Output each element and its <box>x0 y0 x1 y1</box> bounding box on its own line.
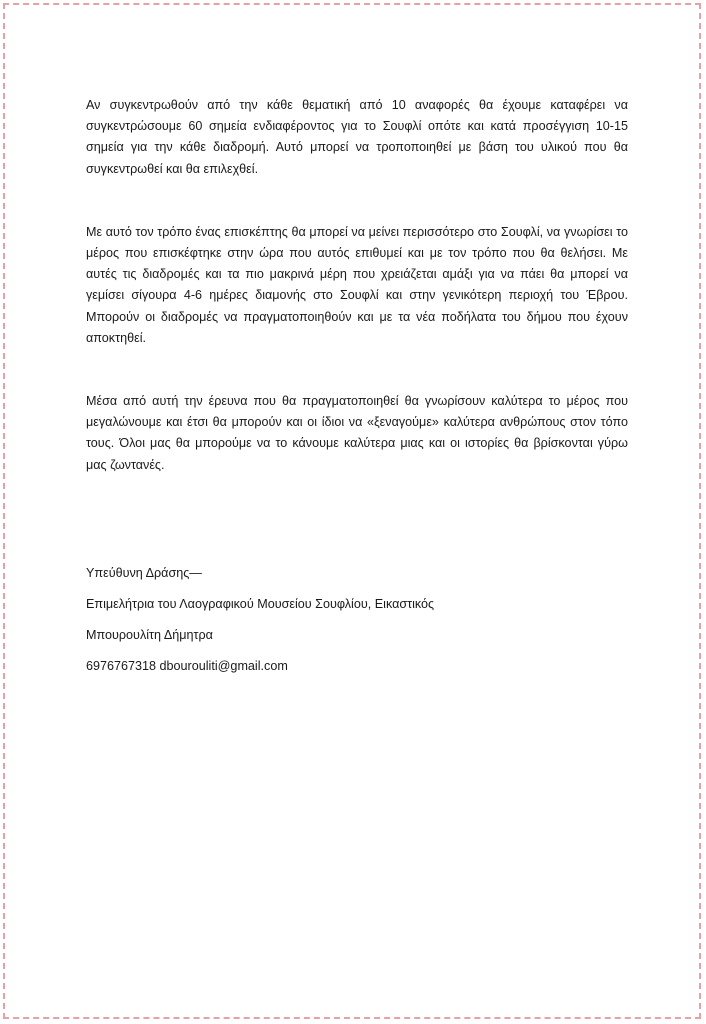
signature-contact: 6976767318 dbourouliti@gmail.com <box>86 659 288 673</box>
document-body <box>86 95 628 476</box>
signature-position: Επιμελήτρια του Λαογραφικού Μουσείου Σουφλίου, Εικαστικός <box>86 597 435 611</box>
paragraph-points-of-interest: Αν συγκεντρωθούν από την κάθε θεματική από 10 αναφορές θα έχουμε καταφέρει να συγκεντρώσουμε 60 σημεία ενδιαφέροντος για το Σουφλί οπότε και κατά προσέγγιση 10-15 σημεία για την κάθε διαδρομή. Αυτό μπορεί να τροποποιηθεί με βάση του υλικού που θα συγκεντρωθεί και θα επιλεχθεί. <box>86 98 628 176</box>
paragraph-research: Μέσα από αυτή την έρευνα που θα πραγματοποιηθεί θα γνωρίσουν καλύτερα το μέρος που μεγαλώνουμε και έτσι θα μπορούν και οι ίδιοι να «ξεναγούμε» καλύτερα ανθρώπους στον τόπο τους. Όλοι μας θα μπορούμε να το κάνουμε καλύτερα μιας και οι ιστορίες θα βρίσκονται γύρω μας ζωντανές. <box>86 394 628 472</box>
signature-block <box>86 565 628 689</box>
paragraph-visitor-stay: Με αυτό τον τρόπο ένας επισκέπτης θα μπορεί να μείνει περισσότερο στο Σουφλί, να γνωρίσει το μέρος που επισκέφτηκε στην ώρα που αυτός επιθυμεί και με τον τρόπο που θα θελήσει. Με αυτές τις διαδρομές και τα πιο μακρινά μέρη που χρειάζεται αμάξι για να πάει θα μπορεί να γεμίσει σίγουρα 4-6 ημέρες διαμονής στο Σουφλί και στην γενικότερη περιοχή του Έβρου. Μπορούν οι διαδρομές να πραγματοποιηθούν και με τα νέα ποδήλατα του δήμου που έχουν αποκτηθεί. <box>86 224 628 345</box>
signature-name: Μπουρουλίτη Δήμητρα <box>86 628 213 642</box>
signature-role: Υπεύθυνη Δράσης— <box>86 566 202 580</box>
